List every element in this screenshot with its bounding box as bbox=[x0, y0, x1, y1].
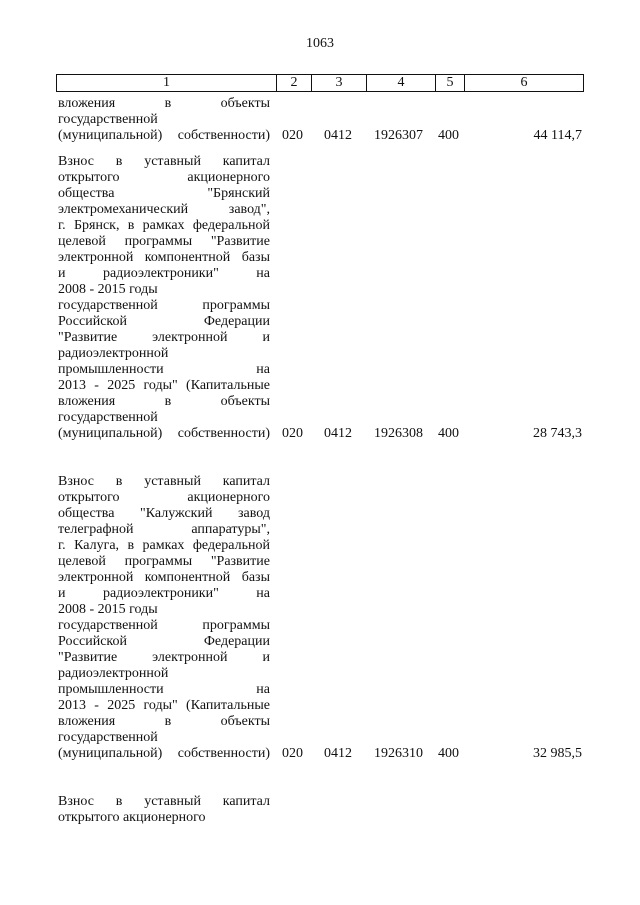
amount-cell: 28 743,3 bbox=[533, 426, 582, 441]
description-line: целевой программы "Развитие bbox=[58, 234, 270, 249]
code-cell: 020 bbox=[282, 426, 303, 441]
table-row bbox=[58, 154, 582, 442]
description-line: (муниципальной) собственности) bbox=[58, 426, 270, 441]
expense-type-cell: 400 bbox=[438, 746, 459, 761]
description-line: (муниципальной) собственности) bbox=[58, 746, 270, 761]
description-line: Российской Федерации bbox=[58, 314, 270, 329]
row-description bbox=[58, 96, 270, 144]
description-line: Российской Федерации bbox=[58, 634, 270, 649]
header-col-6: 6 bbox=[520, 75, 528, 90]
description-line: телеграфной аппаратуры", bbox=[58, 522, 270, 537]
description-line: Взнос в уставный капитал bbox=[58, 474, 270, 489]
description-line: электронной компонентной базы bbox=[58, 250, 270, 265]
description-line: государственной bbox=[58, 730, 158, 745]
description-line: промышленности на bbox=[58, 362, 270, 377]
row-description bbox=[58, 154, 270, 442]
description-line: целевой программы "Развитие bbox=[58, 554, 270, 569]
description-line: государственной bbox=[58, 112, 158, 127]
description-line: вложения в объекты bbox=[58, 96, 270, 111]
table-row bbox=[58, 474, 582, 762]
description-line: радиоэлектронной bbox=[58, 666, 169, 681]
description-line: (муниципальной) собственности) bbox=[58, 128, 270, 143]
code-cell: 020 bbox=[282, 746, 303, 761]
target-article-cell: 1926307 bbox=[374, 128, 423, 143]
description-line: 2013 - 2025 годы" (Капитальные bbox=[58, 378, 270, 393]
description-line: радиоэлектронной bbox=[58, 346, 169, 361]
row-description bbox=[58, 794, 270, 826]
description-line: 2008 - 2015 годы bbox=[58, 602, 158, 617]
description-line: открытого акционерного bbox=[58, 170, 270, 185]
table-row bbox=[58, 96, 582, 144]
description-line: вложения в объекты bbox=[58, 714, 270, 729]
description-line: и радиоэлектроники" на bbox=[58, 586, 270, 601]
target-article-cell: 1926310 bbox=[374, 746, 423, 761]
description-line: вложения в объекты bbox=[58, 394, 270, 409]
description-line: и радиоэлектроники" на bbox=[58, 266, 270, 281]
description-line: г. Брянск, в рамках федеральной bbox=[58, 218, 270, 233]
amount-cell: 44 114,7 bbox=[533, 128, 582, 143]
description-line: открытого акционерного bbox=[58, 490, 270, 505]
header-col-4: 4 bbox=[367, 75, 436, 91]
amount-cell: 32 985,5 bbox=[533, 746, 582, 761]
description-line: открытого акционерного bbox=[58, 810, 206, 825]
description-line: 2013 - 2025 годы" (Капитальные bbox=[58, 698, 270, 713]
header-col-5: 5 bbox=[436, 75, 465, 91]
header-col-3: 3 bbox=[312, 75, 367, 91]
section-cell: 0412 bbox=[324, 426, 352, 441]
description-line: государственной программы bbox=[58, 298, 270, 313]
table-row bbox=[58, 794, 270, 826]
expense-type-cell: 400 bbox=[438, 426, 459, 441]
target-article-cell: 1926308 bbox=[374, 426, 423, 441]
description-line: государственной bbox=[58, 410, 158, 425]
description-line: государственной программы bbox=[58, 618, 270, 633]
description-line: "Развитие электронной и bbox=[58, 650, 270, 665]
table-header-row bbox=[56, 74, 584, 92]
expense-type-cell: 400 bbox=[438, 128, 459, 143]
row-description bbox=[58, 474, 270, 762]
header-col-1: 1 bbox=[57, 75, 277, 91]
description-line: "Развитие электронной и bbox=[58, 330, 270, 345]
page-number: 1063 bbox=[306, 36, 334, 51]
description-line: общества "Калужский завод bbox=[58, 506, 270, 521]
description-line: общества "Брянский bbox=[58, 186, 270, 201]
description-line: промышленности на bbox=[58, 682, 270, 697]
section-cell: 0412 bbox=[324, 746, 352, 761]
description-line: электронной компонентной базы bbox=[58, 570, 270, 585]
description-line: 2008 - 2015 годы bbox=[58, 282, 158, 297]
header-col-2: 2 bbox=[277, 75, 312, 91]
description-line: Взнос в уставный капитал bbox=[58, 794, 270, 809]
code-cell: 020 bbox=[282, 128, 303, 143]
section-cell: 0412 bbox=[324, 128, 352, 143]
description-line: г. Калуга, в рамках федеральной bbox=[58, 538, 270, 553]
description-line: электромеханический завод", bbox=[58, 202, 270, 217]
description-line: Взнос в уставный капитал bbox=[58, 154, 270, 169]
